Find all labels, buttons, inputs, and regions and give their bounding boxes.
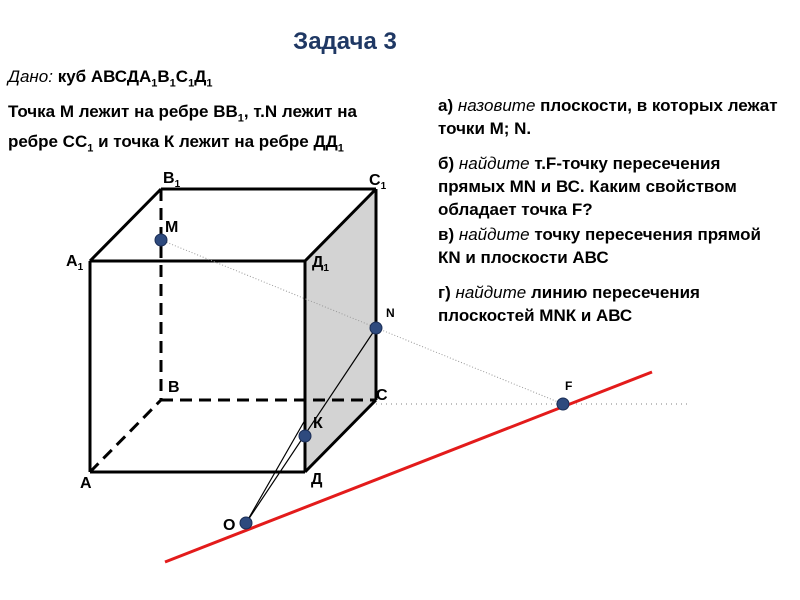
given-letter-b: В [157, 67, 170, 86]
label-f: F [565, 379, 573, 393]
task-c-prefix: в) [438, 225, 455, 244]
label-c1: $С_1$ [369, 172, 387, 192]
condition-line1-b: , т.N лежит на [243, 102, 357, 121]
label-m: M [165, 219, 179, 236]
label-n: N [386, 306, 395, 320]
label-b1: $В_1$ [163, 170, 181, 190]
label-o: О [223, 517, 236, 534]
task-a-keyword: назовите [457, 96, 536, 115]
label-a: А [80, 475, 92, 492]
task-a-prefix: а) [438, 96, 454, 115]
task-c-keyword: найдите [458, 225, 530, 244]
given-sub-a1: 1 [151, 77, 158, 90]
given-text: куб АВСДА [57, 67, 152, 86]
task-d-keyword: найдите [455, 283, 527, 302]
point-f [557, 398, 569, 410]
task-a-text: плоскости, в которых лежат точки М; N. [438, 96, 778, 138]
task-d-prefix: г) [438, 283, 451, 302]
label-a1: $А_1$ [66, 253, 84, 273]
edge-a1b1 [90, 189, 161, 261]
point-k [299, 430, 311, 442]
task-d-text: линию пересечения плоскостей МNК и АВС [438, 283, 700, 325]
given-sub-c1: 1 [188, 77, 195, 90]
label-b: В [168, 379, 180, 396]
label-d: Д [311, 471, 323, 488]
label-k: К [313, 415, 323, 432]
task-b-keyword: найдите [458, 154, 530, 173]
given-letter-d: Д [194, 67, 207, 86]
point-n [370, 322, 382, 334]
condition-line1-a: Точка М лежит на ребре ВВ [8, 102, 238, 121]
condition-line1-sub: 1 [237, 112, 244, 125]
given-label: Дано: [8, 67, 53, 86]
condition-line2-sub2: 1 [337, 142, 344, 155]
condition-line2-b: и точка К лежит на ребре ДД [93, 132, 338, 152]
label-d1: $Д_1$ [312, 254, 329, 274]
given-sub-b1: 1 [169, 77, 176, 90]
given-sub-d1: 1 [206, 77, 213, 90]
task-c-text: точку пересечения прямой КN и плоскости АВС [438, 225, 761, 267]
label-c: С [376, 387, 388, 404]
given-letter-c: С [175, 67, 189, 86]
task-b-text: т.F-точку пересечения прямых MN и ВС. Каким свойством обладает точка F? [438, 154, 737, 219]
task-title: Задача 3 [293, 28, 397, 55]
condition-line2-a: ребре СС [8, 132, 88, 152]
condition-line2-sub: 1 [87, 142, 94, 155]
task-b-prefix: б) [438, 154, 455, 173]
edge-ab-hidden [90, 400, 161, 472]
point-o [240, 517, 252, 529]
